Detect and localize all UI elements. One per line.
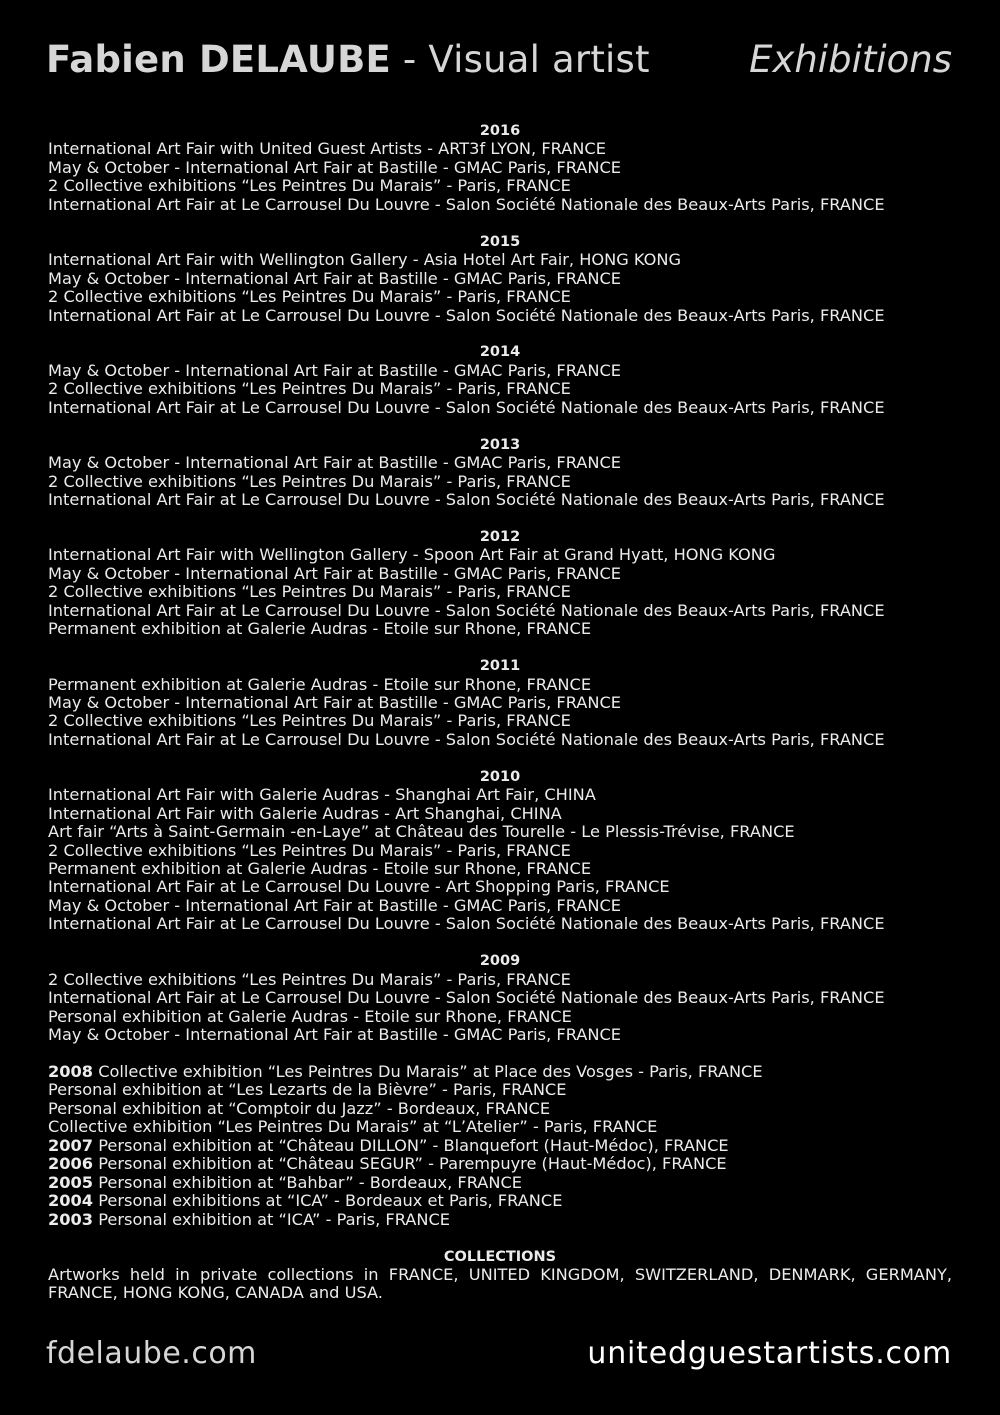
exhibition-entry: International Art Fair at Le Carrousel Du Louvre - Salon Société Nationale des Beaux-Arts Paris, FRANCE: [48, 305, 885, 325]
section-title: Exhibitions: [749, 38, 952, 81]
entry-year: 2007: [48, 1135, 94, 1155]
exhibition-entry: International Art Fair with United Guest Artists - ART3f LYON, FRANCE: [48, 139, 606, 159]
entry-text: Personal exhibition at “Les Lezarts de la Bièvre” - Paris, FRANCE: [48, 1080, 567, 1100]
year-heading: 2015: [479, 233, 521, 250]
entry-text: Collective exhibition “Les Peintres Du Marais” at “L’Atelier” - Paris, FRANCE: [48, 1117, 658, 1137]
exhibition-entry: May & October - International Art Fair at Bastille - GMAC Paris, FRANCE: [48, 692, 622, 712]
year-heading: 2012: [479, 528, 521, 545]
entry-text: Personal exhibition at “Château SEGUR” - Parempuyre (Haut-Médoc), FRANCE: [93, 1154, 727, 1174]
exhibition-entry: [48, 1118, 952, 1136]
exhibition-entry: International Art Fair at Le Carrousel Du Louvre - Salon Société Nationale des Beaux-Arts Paris, FRANCE: [48, 988, 885, 1008]
exhibition-entry: 2 Collective exhibitions “Les Peintres Du Marais” - Paris, FRANCE: [48, 969, 571, 989]
entry-year: 2004: [48, 1191, 94, 1211]
entry-text: Personal exhibition at “Bahbar” - Bordeaux, FRANCE: [93, 1172, 523, 1192]
year-heading: 2010: [479, 768, 521, 785]
year-heading: 2016: [479, 123, 521, 139]
older-exhibitions: [48, 1063, 952, 1229]
exhibition-entry: International Art Fair at Le Carrousel Du Louvre - Salon Société Nationale des Beaux-Arts Paris, FRANCE: [48, 600, 885, 620]
entry-year: 2003: [48, 1209, 94, 1229]
artist-name: Fabien DELAUBE: [46, 38, 391, 81]
exhibition-entry: 2 Collective exhibitions “Les Peintres Du Marais” - Paris, FRANCE: [48, 176, 571, 196]
year-block: [48, 952, 952, 1044]
collections-title: COLLECTIONS: [443, 1248, 557, 1265]
artist-subtitle: - Visual artist: [390, 38, 650, 81]
entry-year: 2006: [48, 1154, 94, 1174]
exhibition-entry: International Art Fair at Le Carrousel Du Louvre - Art Shopping Paris, FRANCE: [48, 877, 670, 897]
gallery-website-link[interactable]: unitedguestartists.com: [587, 1336, 952, 1371]
exhibition-entry: [48, 1211, 952, 1229]
year-block: [48, 657, 952, 749]
exhibition-entry: May & October - International Art Fair at Bastille - GMAC Paris, FRANCE: [48, 157, 622, 177]
exhibition-entry: Permanent exhibition at Galerie Audras - Etoile sur Rhone, FRANCE: [48, 674, 592, 694]
exhibition-entry: May & October - International Art Fair at Bastille - GMAC Paris, FRANCE: [48, 895, 622, 915]
exhibitions-list: [48, 122, 952, 1303]
entry-text: Personal exhibition at “Château DILLON” - Blanquefort (Haut-Médoc), FRANCE: [93, 1135, 729, 1155]
exhibition-entry: [48, 1063, 952, 1081]
exhibition-entry: 2 Collective exhibitions “Les Peintres Du Marais” - Paris, FRANCE: [48, 471, 571, 491]
exhibition-entry: [48, 1100, 952, 1118]
exhibition-entry: 2 Collective exhibitions “Les Peintres Du Marais” - Paris, FRANCE: [48, 287, 571, 307]
year-block: [48, 233, 952, 325]
exhibition-entry: International Art Fair with Wellington Gallery - Asia Hotel Art Fair, HONG KONG: [48, 250, 682, 270]
exhibition-entry: International Art Fair at Le Carrousel Du Louvre - Salon Société Nationale des Beaux-Arts Paris, FRANCE: [48, 490, 885, 510]
exhibition-entry: International Art Fair with Galerie Audras - Shanghai Art Fair, CHINA: [48, 785, 596, 805]
entry-text: Collective exhibition “Les Peintres Du Marais” at Place des Vosges - Paris, FRANCE: [93, 1061, 763, 1081]
exhibition-entry: International Art Fair at Le Carrousel Du Louvre - Salon Société Nationale des Beaux-Arts Paris, FRANCE: [48, 914, 885, 934]
exhibition-entry: Personal exhibition at Galerie Audras - Etoile sur Rhone, FRANCE: [48, 1006, 572, 1026]
entry-year: 2008: [48, 1061, 94, 1081]
exhibition-entry: 2 Collective exhibitions “Les Peintres Du Marais” - Paris, FRANCE: [48, 840, 571, 860]
year-heading: 2011: [479, 658, 521, 675]
year-heading: 2013: [479, 436, 521, 453]
entry-text: Personal exhibition at “Comptoir du Jazz” - Bordeaux, FRANCE: [48, 1098, 551, 1118]
page-title: [46, 38, 650, 81]
exhibition-entry: [48, 1192, 952, 1210]
exhibition-entry: 2 Collective exhibitions “Les Peintres Du Marais” - Paris, FRANCE: [48, 711, 571, 731]
exhibition-entry: May & October - International Art Fair at Bastille - GMAC Paris, FRANCE: [48, 453, 622, 473]
exhibition-entry: 2 Collective exhibitions “Les Peintres Du Marais” - Paris, FRANCE: [48, 379, 571, 399]
artist-website-link[interactable]: fdelaube.com: [46, 1336, 257, 1371]
exhibition-entry: May & October - International Art Fair at Bastille - GMAC Paris, FRANCE: [48, 268, 622, 288]
entry-text: Personal exhibition at “ICA” - Paris, FRANCE: [93, 1209, 451, 1229]
year-heading: 2009: [479, 953, 521, 970]
year-block: [48, 528, 952, 639]
page-header: [46, 38, 952, 90]
exhibition-entry: [48, 1155, 952, 1173]
entry-year: 2005: [48, 1172, 94, 1192]
exhibition-entry: International Art Fair at Le Carrousel Du Louvre - Salon Société Nationale des Beaux-Arts Paris, FRANCE: [48, 194, 885, 214]
exhibition-entry: Permanent exhibition at Galerie Audras - Etoile sur Rhone, FRANCE: [48, 619, 592, 639]
year-blocks: [48, 122, 952, 1045]
exhibition-entry: May & October - International Art Fair at Bastille - GMAC Paris, FRANCE: [48, 563, 622, 583]
exhibition-entry: [48, 1081, 952, 1099]
year-block: [48, 343, 952, 417]
exhibition-entry: International Art Fair with Galerie Audras - Art Shanghai, CHINA: [48, 803, 562, 823]
exhibition-entry: International Art Fair with Wellington Gallery - Spoon Art Fair at Grand Hyatt, HONG KONG: [48, 545, 776, 565]
entry-text: Personal exhibitions at “ICA” - Bordeaux et Paris, FRANCE: [93, 1191, 563, 1211]
collections-text: Artworks held in private collections in FRANCE, UNITED KINGDOM, SWITZERLAND, DENMARK, GERMANY, FRANCE, HONG KONG, CANADA and USA.: [48, 1264, 952, 1303]
exhibition-entry: Art fair “Arts à Saint-Germain -en-Laye” at Château des Tourelle - Le Plessis-Trévise, FRANCE: [48, 822, 795, 842]
exhibition-entry: [48, 1174, 952, 1192]
exhibition-entry: [48, 1137, 952, 1155]
page-footer: [46, 1336, 952, 1376]
exhibition-entry: May & October - International Art Fair at Bastille - GMAC Paris, FRANCE: [48, 1025, 622, 1045]
exhibition-entry: Permanent exhibition at Galerie Audras - Etoile sur Rhone, FRANCE: [48, 859, 592, 879]
exhibition-entry: International Art Fair at Le Carrousel Du Louvre - Salon Société Nationale des Beaux-Arts Paris, FRANCE: [48, 729, 885, 749]
year-block: [48, 768, 952, 934]
exhibition-entry: International Art Fair at Le Carrousel Du Louvre - Salon Société Nationale des Beaux-Arts Paris, FRANCE: [48, 397, 885, 417]
collections-section: [48, 1248, 952, 1303]
exhibition-entry: May & October - International Art Fair at Bastille - GMAC Paris, FRANCE: [48, 360, 622, 380]
year-block: [48, 122, 952, 214]
year-heading: 2014: [479, 344, 521, 361]
year-block: [48, 436, 952, 510]
exhibition-entry: 2 Collective exhibitions “Les Peintres Du Marais” - Paris, FRANCE: [48, 582, 571, 602]
